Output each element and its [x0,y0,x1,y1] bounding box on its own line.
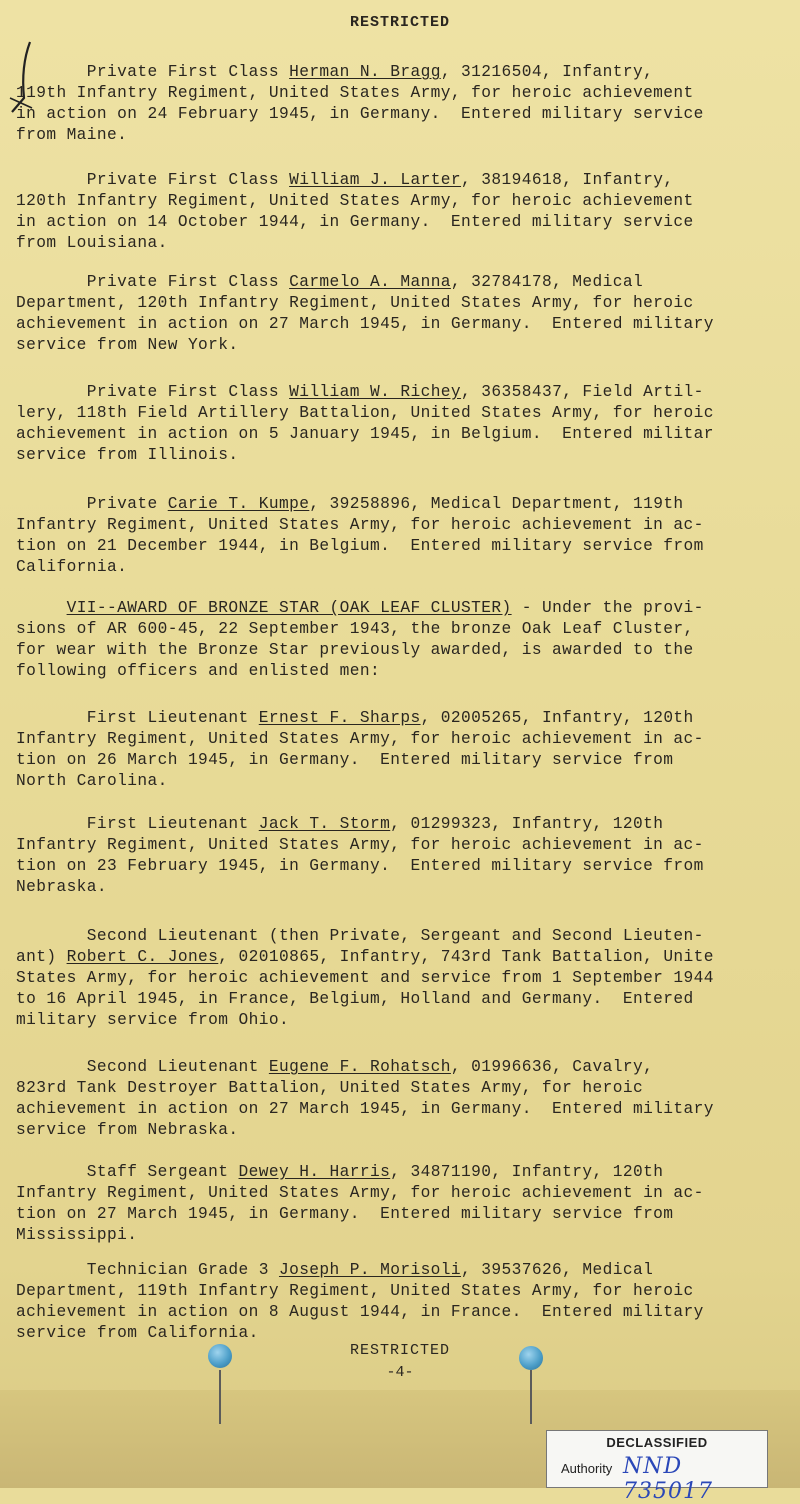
award-paragraph [16,272,786,356]
recipient-name: Ernest F. Sharps [258,709,421,727]
recipient-name: William W. Richey [289,383,462,401]
paragraph-text: Private First Class [16,273,290,291]
recipient-name: Herman N. Bragg [289,63,441,81]
footer-classification: RESTRICTED [349,1342,450,1359]
award-paragraph [16,814,786,898]
award-paragraph [16,170,786,254]
paragraph-text: , 38194618, Infantry, 120th Infantry Regiment, United States Army, for heroic achievement in action on 14 October 1944, in Germany. Entered military service from Louisiana. [16,171,694,252]
paragraph-text: First Lieutenant [16,709,259,727]
recipient-name: Joseph P. Morisoli [278,1261,462,1279]
stamp-label: Authority [561,1461,613,1476]
header-classification: RESTRICTED [349,14,450,31]
recipient-name: Dewey H. Harris [238,1163,391,1181]
thumbtack-right-icon [519,1346,543,1370]
paragraph-text: , 01996636, Cavalry, 823rd Tank Destroyer Battalion, United States Army, for heroic achievement in action on 27 March 1945, in Germany. Entered military service from Nebraska. [16,1058,714,1139]
award-paragraph [16,1057,786,1141]
paragraph-text: Private [16,495,168,513]
award-paragraph [16,926,786,1031]
paragraph-text: - Under the provi- sions of AR 600-45, 22 September 1943, the bronze Oak Leaf Cluster, for wear with the Bronze Star previously awarded, is awarded to the following officers and enlisted men: [16,599,704,680]
paragraph-text: First Lieutenant [16,815,259,833]
paragraph-text: , 31216504, Infantry, 119th Infantry Regiment, United States Army, for heroic achievement in action on 24 February 1945, in Germany. Entered military service from Maine. [16,63,704,144]
paragraph-text: Private First Class [16,63,290,81]
paragraph-text: , 02010865, Infantry, 743rd Tank Battalion, Unite States Army, for heroic achievement and service from 1 September 1944 to 16 April 1945, in France, Belgium, Holland and Germany. Entered military service from Ohio. [16,948,714,1029]
thumbtack-left-icon [208,1344,232,1368]
award-paragraph [16,382,786,466]
pin-left [219,1370,221,1424]
award-paragraph [16,1162,786,1246]
paragraph-text: , 39258896, Medical Department, 119th Infantry Regiment, United States Army, for heroic achievement in ac- tion on 21 December 1944, in Belgium. Entered military service from California. [16,495,704,576]
award-paragraph [16,708,786,792]
paragraph-text: , 32784178, Medical Department, 120th Infantry Regiment, United States Army, for heroic achievement in action on 27 March 1945, in Germany. Entered military service from New York. [16,273,714,354]
stamp-authority-value: NND 735017 [623,1454,713,1504]
recipient-name: VII--AWARD OF BRONZE STAR (OAK LEAF CLUSTER) [66,599,512,617]
paragraph-text: Second Lieutenant (then Private, Sergeant and Second Lieuten- ant) [16,927,704,966]
paragraph-text: Private First Class [16,171,290,189]
paragraph-text: , 36358437, Field Artil- lery, 118th Field Artillery Battalion, United States Army, for heroic achievement in action on 5 January 1945, in Belgium. Entered militar service from Illinois. [16,383,714,464]
award-paragraph [16,494,786,578]
recipient-name: Carie T. Kumpe [167,495,310,513]
paragraph-text: Private First Class [16,383,290,401]
paragraph-text: Technician Grade 3 [16,1261,279,1279]
paragraph-text: Second Lieutenant [16,1058,269,1076]
paragraph-text: , 39537626, Medical Department, 119th Infantry Regiment, United States Army, for heroic achievement in action on 8 August 1944, in France. Entered military service from California. [16,1261,704,1342]
recipient-name: Robert C. Jones [66,948,219,966]
paragraph-text: , 02005265, Infantry, 120th Infantry Regiment, United States Army, for heroic achievement in ac- tion on 26 March 1945, in Germany. Entered military service from North Carolina. [16,709,704,790]
declassified-stamp [546,1430,768,1504]
paragraph-text [16,599,67,617]
page-number: -4- [386,1364,414,1381]
paragraph-text: , 01299323, Infantry, 120th Infantry Regiment, United States Army, for heroic achievement in ac- tion on 23 February 1945, in Germany. Entered military service from Nebraska. [16,815,704,896]
award-paragraph [16,598,786,682]
recipient-name: William J. Larter [289,171,462,189]
stamp-title: DECLASSIFIED [606,1435,708,1450]
pin-right [530,1370,532,1424]
recipient-name: Jack T. Storm [258,815,391,833]
paragraph-text: , 34871190, Infantry, 120th Infantry Regiment, United States Army, for heroic achievement in ac- tion on 27 March 1945, in Germany. Entered military service from Mississippi. [16,1163,704,1244]
award-paragraph [16,62,786,146]
recipient-name: Eugene F. Rohatsch [268,1058,451,1076]
award-paragraph [16,1260,786,1344]
recipient-name: Carmelo A. Manna [289,273,451,291]
paragraph-text: Staff Sergeant [16,1163,239,1181]
